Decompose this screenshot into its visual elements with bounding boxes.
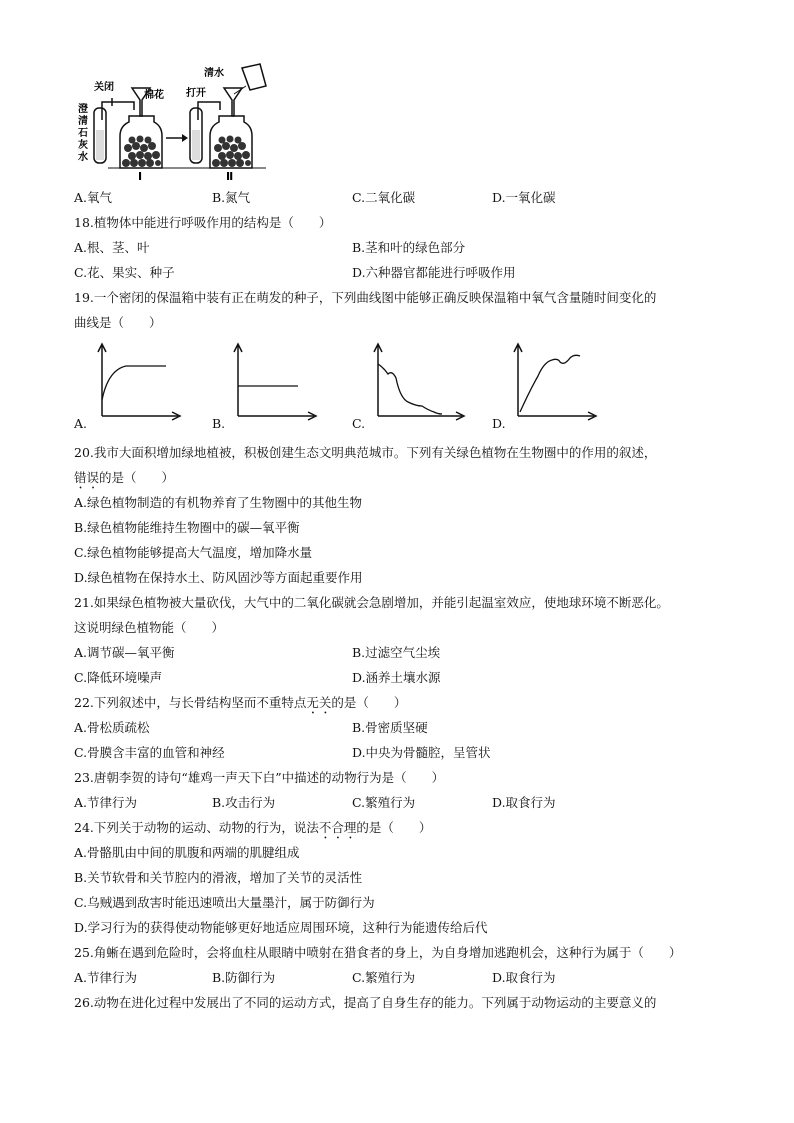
q23-option-a: A.节律行为 — [74, 795, 138, 810]
q19-option-b: B. — [212, 416, 226, 431]
q18-option-d: D.六种器官都能进行呼吸作用 — [352, 265, 516, 280]
q24-stem: 24.下列关于动物的运动、动物的行为，说法不合理的是（ ） — [74, 820, 432, 835]
q17-option-d: D.一氧化碳 — [492, 190, 556, 205]
q23-option-b: B.攻击行为 — [212, 795, 276, 810]
q21-option-b: B.过滤空气尘埃 — [352, 645, 441, 660]
q20-stem-line2: 错误的是（ ） — [74, 470, 175, 485]
q17-option-a: A.氧气 — [74, 190, 113, 205]
q20-option-d: D.绿色植物在保持水土、防风固沙等方面起重要作用 — [74, 570, 363, 585]
q25-option-b: B.防御行为 — [212, 970, 276, 985]
graph-d — [508, 340, 600, 422]
q23-option-c: C.繁殖行为 — [352, 795, 416, 810]
apparatus-I — [78, 80, 164, 180]
experiment-figure — [74, 60, 274, 180]
q21-stem-line1: 21.如果绿色植物被大量砍伐，大气中的二氧化碳就会急剧增加，并能引起温室效应，使地球环境不断恶化。 — [74, 595, 669, 610]
q22-option-a: A.骨松质疏松 — [74, 720, 150, 735]
q23-option-d: D.取食行为 — [492, 795, 556, 810]
q25-option-c: C.繁殖行为 — [352, 970, 416, 985]
q25-option-a: A.节律行为 — [74, 970, 138, 985]
graph-a — [92, 340, 184, 422]
q19-stem-line2: 曲线是（ ） — [74, 315, 162, 330]
q24-emphasis: 不合理 — [318, 820, 357, 835]
label-I: I — [138, 170, 143, 180]
q20-emphasis: 错误 — [74, 470, 100, 485]
q20-stem-line1: 20.我市大面积增加绿地植被，积极创建生态文明典范城市。下列有关绿色植物在生物圈中的作用的叙述， — [74, 445, 657, 460]
q23-stem: 23.唐朝李贺的诗句“雄鸡一声天下白”中描述的动物行为是（ ） — [74, 770, 445, 785]
q24-option-c: C.乌贼遇到敌害时能迅速喷出大量墨汁，属于防御行为 — [74, 895, 375, 910]
q21-option-a: A.调节碳—氧平衡 — [74, 645, 175, 660]
q19-stem-line1: 19.一个密闭的保温箱中装有正在萌发的种子，下列曲线图中能够正确反映保温箱中氧气含量随时间变化的 — [74, 290, 657, 305]
q18-option-a: A.根、茎、叶 — [74, 240, 150, 255]
q22-option-b: B.骨密质坚硬 — [352, 720, 428, 735]
apparatus-II — [185, 64, 266, 180]
q18-stem: 18.植物体中能进行呼吸作用的结构是（ ） — [74, 215, 332, 230]
q22-option-c: C.骨膜含丰富的血管和神经 — [74, 745, 225, 760]
q18-option-b: B.茎和叶的绿色部分 — [352, 240, 466, 255]
q21-stem-line2: 这说明绿色植物能（ ） — [74, 620, 225, 635]
q18-option-c: C.花、果实、种子 — [74, 265, 175, 280]
q22-stem: 22.下列叙述中，与长骨结构坚而不重特点无关的是（ ） — [74, 695, 407, 710]
q17-option-b: B.氮气 — [212, 190, 251, 205]
q21-option-d: D.涵养土壤水源 — [352, 670, 441, 685]
q20-option-c: C.绿色植物能够提高大气温度，增加降水量 — [74, 545, 313, 560]
q24-option-d: D.学习行为的获得使动物能够更好地适应周围环境，这种行为能遗传给后代 — [74, 920, 488, 935]
q19-option-d: D. — [492, 416, 506, 431]
svg-text:清: 清 — [78, 116, 88, 127]
q22-emphasis: 无关 — [306, 695, 332, 710]
q17-option-c: C.二氧化碳 — [352, 190, 416, 205]
graph-b — [228, 340, 320, 422]
svg-text:灰: 灰 — [78, 140, 88, 151]
q19-option-a: A. — [74, 416, 88, 431]
label-II: Ⅱ — [226, 170, 234, 180]
q19-option-c: C. — [352, 416, 366, 431]
label-cotton: 棉花 — [144, 90, 164, 101]
svg-text:石: 石 — [78, 128, 88, 139]
q26-stem: 26.动物在进化过程中发展出了不同的运动方式，提高了自身生存的能力。下列属于动物运动的主要意义的 — [74, 995, 657, 1010]
label-water: 清水 — [204, 68, 224, 79]
q20-option-b: B.绿色植物能维持生物圈中的碳—氧平衡 — [74, 520, 300, 535]
curve-c — [378, 364, 442, 414]
q25-option-d: D.取食行为 — [492, 970, 556, 985]
q25-stem: 25.角蜥在遇到危险时，会将血柱从眼睛中喷射在猎食者的身上，为自身增加逃跑机会，这种行为属于（ ） — [74, 945, 682, 960]
q21-option-c: C.降低环境噪声 — [74, 670, 163, 685]
q22-option-d: D.中央为骨髓腔，呈管状 — [352, 745, 491, 760]
q20-option-a: A.绿色植物制造的有机物养育了生物圈中的其他生物 — [74, 495, 363, 510]
q24-option-b: B.关节软骨和关节腔内的滑液，增加了关节的灵活性 — [74, 870, 363, 885]
label-limewater — [78, 102, 88, 163]
label-close: 关闭 — [94, 82, 114, 93]
svg-text:澄: 澄 — [78, 104, 88, 115]
curve-d — [520, 355, 580, 412]
curve-a — [102, 366, 166, 400]
graph-c — [368, 340, 468, 422]
q24-option-a: A.骨骼肌由中间的肌腹和两端的肌腱组成 — [74, 845, 300, 860]
svg-text:水: 水 — [78, 152, 88, 163]
label-open: 打开 — [186, 88, 206, 99]
